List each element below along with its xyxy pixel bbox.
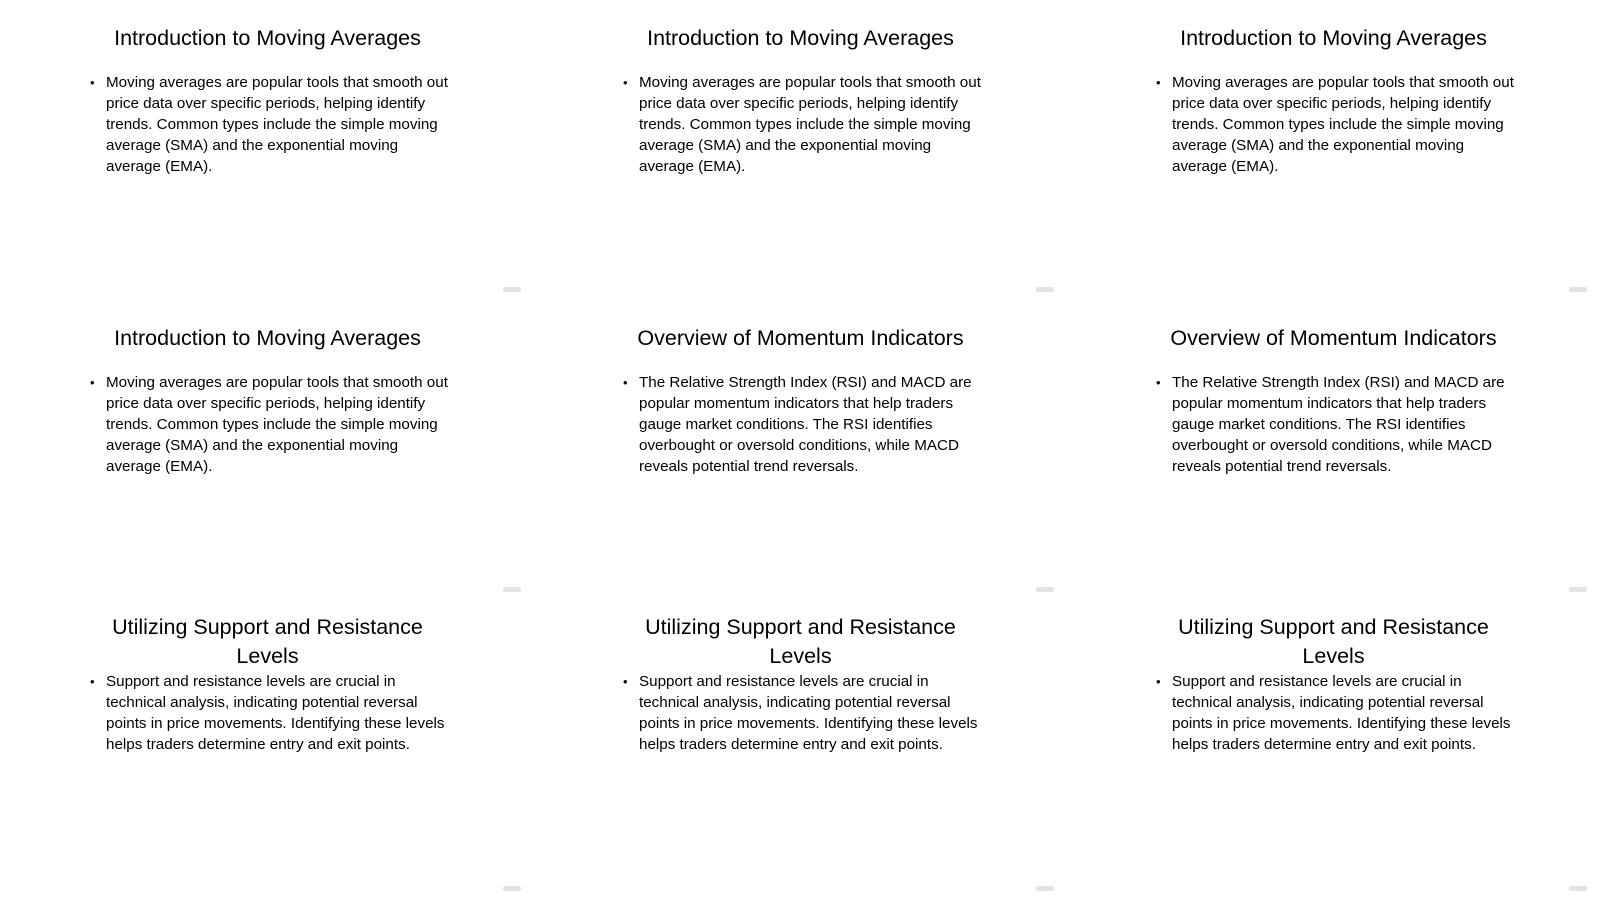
slide-bullet-list (623, 671, 988, 755)
bullet-item (623, 372, 988, 477)
bullet-icon: • (1156, 75, 1161, 90)
slide-title: Introduction to Moving Averages (647, 26, 954, 50)
bullet-text: The Relative Strength Index (RSI) and MACD are popular momentum indicators that help traders gauge market conditions. The RSI identifies overbought or oversold conditions, while MACD reveals potential trend reversals. (639, 374, 972, 475)
bullet-text: The Relative Strength Index (RSI) and MACD are popular momentum indicators that help traders gauge market conditions. The RSI identifies overbought or oversold conditions, while MACD reveals potential trend reversals. (1172, 374, 1505, 475)
bullet-icon: • (90, 375, 95, 390)
bullet-item (1156, 671, 1521, 755)
watermark-logo (503, 886, 521, 891)
watermark-logo (1569, 886, 1587, 891)
watermark-logo (1036, 287, 1054, 292)
bullet-icon: • (623, 375, 628, 390)
bullet-text: Moving averages are popular tools that smooth out price data over specific periods, helping identify trends. Common types include the simple moving average (SMA) and the exponential moving average (EMA). (639, 74, 981, 175)
slide-bullet-list (90, 372, 455, 477)
slide-title: Introduction to Moving Averages (114, 326, 421, 350)
slide-title: Overview of Momentum Indicators (1170, 326, 1497, 350)
bullet-text: Moving averages are popular tools that smooth out price data over specific periods, helping identify trends. Common types include the simple moving average (SMA) and the exponential moving average (EMA). (106, 374, 448, 475)
bullet-item (1156, 72, 1521, 177)
bullet-item (90, 72, 455, 177)
bullet-item (1156, 372, 1521, 477)
slide-bullet-list (1156, 372, 1521, 477)
slide-thumbnail[interactable] (1066, 300, 1599, 600)
watermark-logo (1569, 587, 1587, 592)
slide-thumbnail[interactable] (0, 599, 533, 899)
bullet-icon: • (90, 75, 95, 90)
bullet-icon: • (623, 75, 628, 90)
slide-thumbnail[interactable] (1066, 0, 1599, 300)
slide-title: Introduction to Moving Averages (1180, 26, 1487, 50)
watermark-logo (503, 587, 521, 592)
bullet-text: Moving averages are popular tools that smooth out price data over specific periods, helping identify trends. Common types include the simple moving average (SMA) and the exponential moving average (EMA). (1172, 74, 1514, 175)
watermark-logo (1569, 287, 1587, 292)
watermark-logo (1036, 886, 1054, 891)
bullet-icon: • (90, 674, 95, 689)
bullet-text: Moving averages are popular tools that smooth out price data over specific periods, helping identify trends. Common types include the simple moving average (SMA) and the exponential moving average (EMA). (106, 74, 448, 175)
bullet-icon: • (623, 674, 628, 689)
slide-title: Utilizing Support and Resistance Levels (112, 615, 423, 668)
bullet-item (623, 671, 988, 755)
slide-bullet-list (90, 72, 455, 177)
slide-thumbnail[interactable] (533, 599, 1066, 899)
watermark-logo (1036, 587, 1054, 592)
slide-title: Overview of Momentum Indicators (637, 326, 964, 350)
slide-thumbnail[interactable] (533, 0, 1066, 300)
slide-title: Utilizing Support and Resistance Levels (1178, 615, 1489, 668)
bullet-item (623, 72, 988, 177)
slide-thumbnail[interactable] (0, 0, 533, 300)
bullet-icon: • (1156, 674, 1161, 689)
slide-title: Introduction to Moving Averages (114, 26, 421, 50)
slide-thumbnail[interactable] (0, 300, 533, 600)
slide-bullet-list (90, 671, 455, 755)
slide-thumbnail[interactable] (533, 300, 1066, 600)
bullet-item (90, 372, 455, 477)
watermark-logo (503, 287, 521, 292)
slide-bullet-list (1156, 671, 1521, 755)
slide-bullet-list (1156, 72, 1521, 177)
bullet-item (90, 671, 455, 755)
bullet-icon: • (1156, 375, 1161, 390)
bullet-text: Support and resistance levels are crucial in technical analysis, indicating potential reversal points in price movements. Identifying these levels helps traders determine entry and exit points. (1172, 673, 1511, 753)
slide-bullet-list (623, 372, 988, 477)
bullet-text: Support and resistance levels are crucial in technical analysis, indicating potential reversal points in price movements. Identifying these levels helps traders determine entry and exit points. (639, 673, 978, 753)
bullet-text: Support and resistance levels are crucial in technical analysis, indicating potential reversal points in price movements. Identifying these levels helps traders determine entry and exit points. (106, 673, 445, 753)
slide-bullet-list (623, 72, 988, 177)
slide-title: Utilizing Support and Resistance Levels (645, 615, 956, 668)
slide-thumbnail[interactable] (1066, 599, 1599, 899)
